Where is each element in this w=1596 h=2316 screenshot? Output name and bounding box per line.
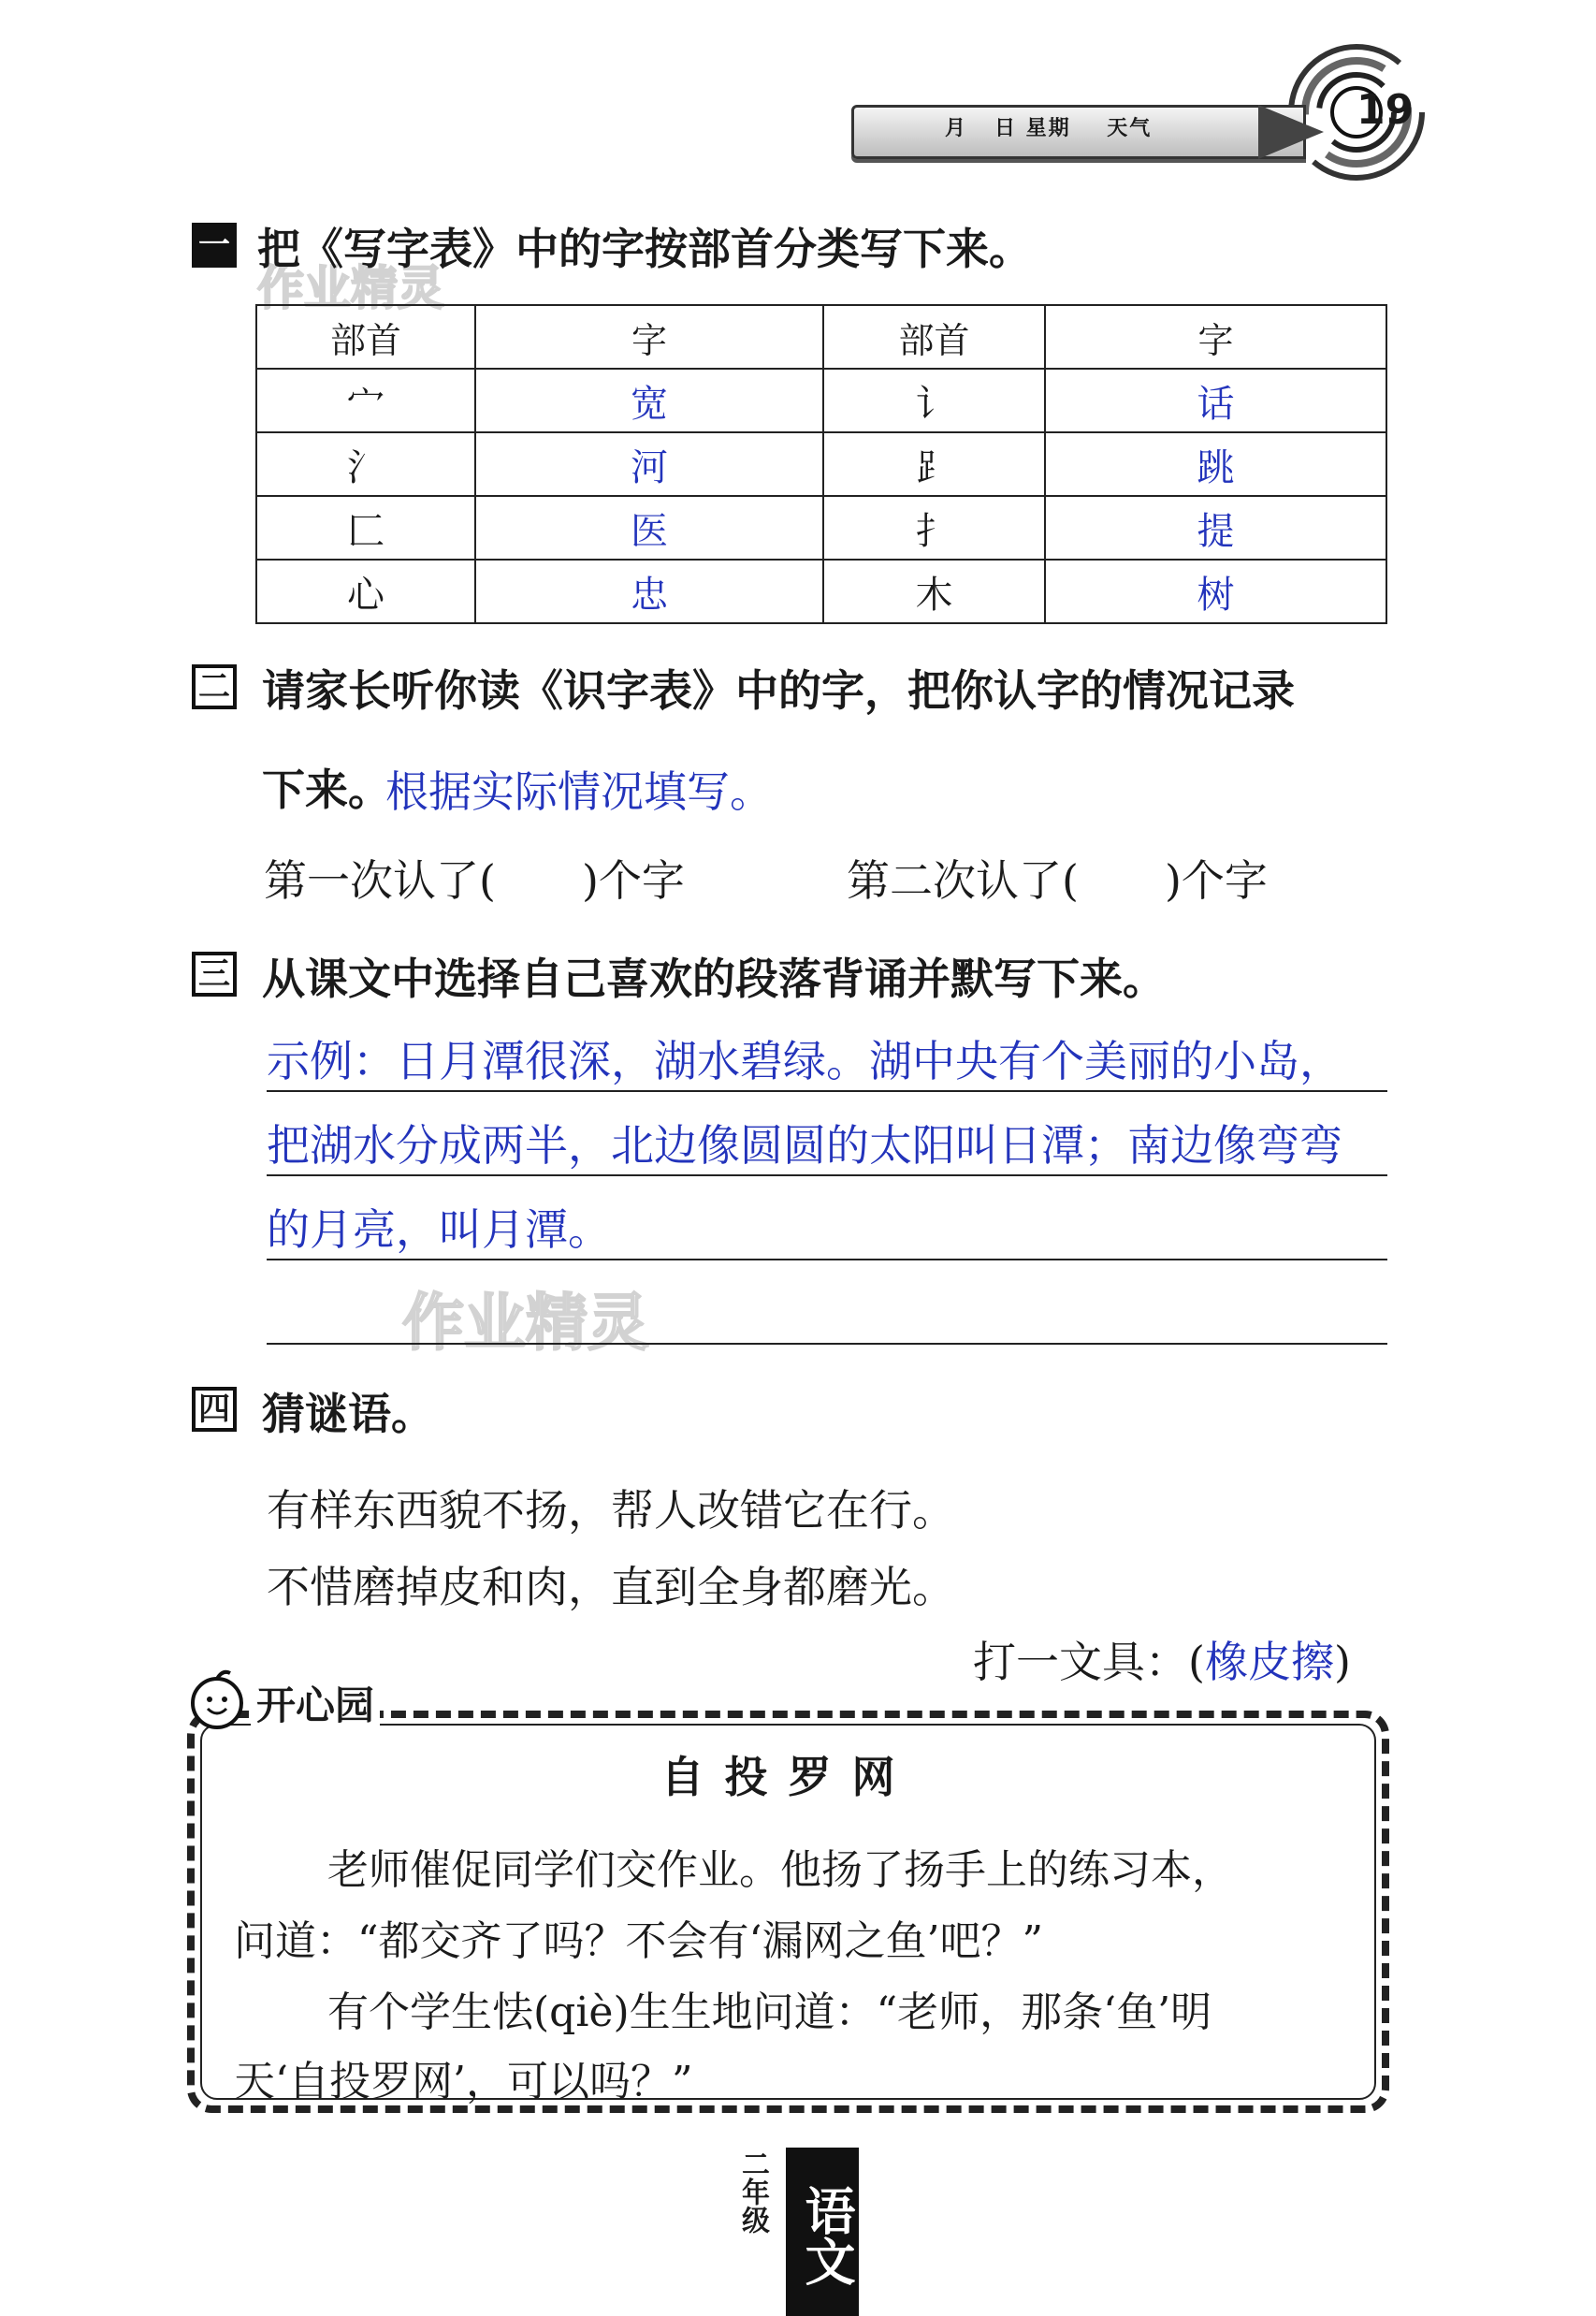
character-answer: 跳 (1045, 432, 1386, 496)
section-2-title: 请家长听你读《识字表》中的字，把你认字的情况记录 (262, 665, 1295, 716)
section-badge-2: 二 (192, 664, 237, 709)
radical-cell: 心 (256, 560, 475, 623)
character-answer: 提 (1045, 496, 1386, 560)
table-header: 部首 (823, 305, 1045, 369)
radical-cell: ⻊ (823, 432, 1045, 496)
first-reading-record: 第一次认了( )个字 (264, 855, 685, 906)
character-answer: 树 (1045, 560, 1386, 623)
watermark: 作业精灵 (257, 261, 444, 315)
radical-cell: 扌 (823, 496, 1045, 560)
writing-line (267, 1343, 1387, 1345)
second-reading-record: 第二次认了( )个字 (847, 855, 1268, 906)
radical-cell: 讠 (823, 369, 1045, 432)
section-badge-1: 一 (192, 223, 237, 268)
table-row (256, 496, 1386, 560)
recitation-line-3: 的月亮，叫月潭。 (267, 1204, 611, 1255)
character-answer: 宽 (475, 369, 823, 432)
section-2-answer: 根据实际情况填写。 (385, 766, 773, 817)
table-header: 字 (475, 305, 823, 369)
section-badge-4: 四 (192, 1387, 237, 1432)
character-answer: 忠 (475, 560, 823, 623)
radical-table (255, 304, 1387, 624)
watermark: 作业精灵 (402, 1287, 649, 1359)
section-3-title: 从课文中选择自己喜欢的段落背诵并默写下来。 (262, 954, 1166, 1004)
section-2-title-cont: 下来。 (262, 765, 391, 815)
riddle-hint-prefix: 打一文具：( (973, 1637, 1205, 1687)
pencil-tip (1258, 105, 1324, 159)
subject-tab: 语文 (786, 2148, 859, 2316)
radical-cell: 匚 (256, 496, 475, 560)
fun-garden-label: 开心园 (251, 1675, 380, 1731)
table-row (256, 432, 1386, 496)
page-number: 19 (1357, 86, 1415, 134)
character-answer: 河 (475, 432, 823, 496)
character-answer: 医 (475, 496, 823, 560)
riddle-hint (973, 1628, 1351, 1690)
story-title: 自投罗网 (660, 1752, 916, 1802)
writing-line (267, 1090, 1387, 1092)
grade-label: 二年级 (736, 2149, 769, 2234)
table-header: 部首 (256, 305, 475, 369)
table-header: 字 (1045, 305, 1386, 369)
story-line-1: 老师催促同学们交作业。他扬了扬手上的练习本， (327, 1846, 1233, 1894)
writing-line (267, 1259, 1387, 1260)
character-answer: 话 (1045, 369, 1386, 432)
story-line-2: 问道：“都交齐了吗？不会有‘漏网之鱼’吧？” (234, 1917, 1043, 1965)
writing-line (267, 1174, 1387, 1176)
table-row (256, 560, 1386, 623)
date-weather-labels: 月 日 星期 天气 (945, 117, 1153, 140)
table-row (256, 369, 1386, 432)
section-1-title: 把《写字表》中的字按部首分类写下来。 (257, 224, 1032, 274)
riddle-answer: 橡皮擦 (1204, 1637, 1334, 1687)
recitation-line-1: 示例：日月潭很深，湖水碧绿。湖中央有个美丽的小岛， (267, 1036, 1342, 1086)
riddle-line-2: 不惜磨掉皮和肉，直到全身都磨光。 (267, 1562, 955, 1612)
riddle-hint-suffix: ) (1333, 1637, 1351, 1687)
radical-cell: 宀 (256, 369, 475, 432)
radical-cell: 氵 (256, 432, 475, 496)
riddle-line-1: 有样东西貌不扬，帮人改错它在行。 (267, 1485, 955, 1536)
recitation-line-2: 把湖水分成两半，北边像圆圆的太阳叫日潭；南边像弯弯 (267, 1120, 1342, 1171)
story-line-3: 有个学生怯(qiè)生生地问道：“老师，那条‘鱼’明 (327, 1988, 1212, 2036)
radical-cell: 木 (823, 560, 1045, 623)
section-4-title: 猜谜语。 (262, 1389, 434, 1439)
story-line-4: 天‘自投罗网’，可以吗？” (234, 2058, 693, 2105)
section-badge-3: 三 (192, 952, 237, 997)
smiley-apple-icon (185, 1668, 249, 1731)
